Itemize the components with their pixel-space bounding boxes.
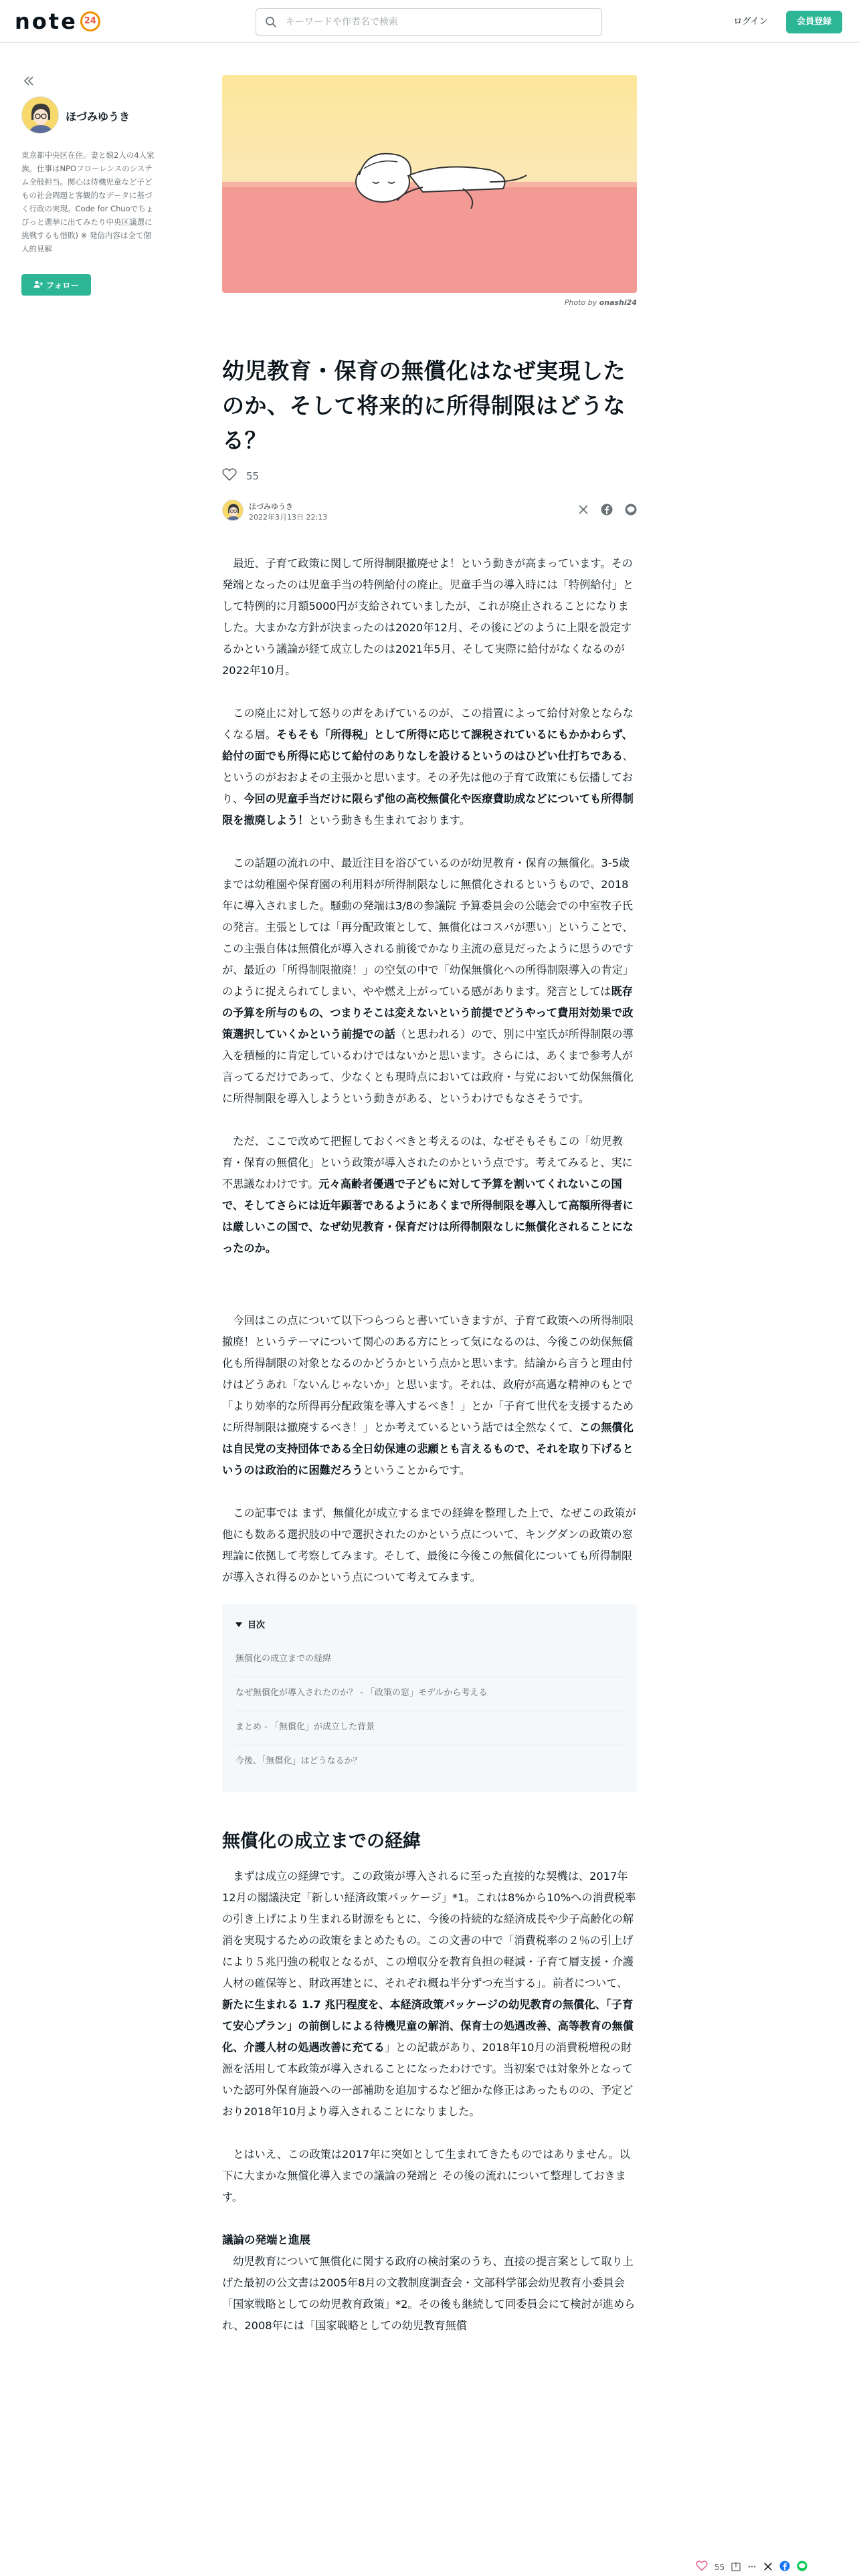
heart-icon[interactable] bbox=[696, 2561, 708, 2574]
paragraph: 最近、子育て政策に関して所得制限撤廃せよ！という動きが高まっています。その発端となったのは児童手当の特例給付の廃止。児童手当の導入時には「特例給付」として特例的に月額5000円が支給されていましたが、これが廃止されることになりました。大まかな方針が決まったのは2020年12月、その後にどのように上限を設定するかという議論が経て成立したのは2021年5月、そして実際に給付がなくなるのが2022年10月。 bbox=[222, 557, 634, 677]
paragraph bbox=[222, 1131, 637, 1259]
section-heading: 無償化の成立までの経緯 bbox=[222, 1831, 421, 1852]
text-run: ということからです。 bbox=[363, 1464, 470, 1477]
author-avatar-small[interactable] bbox=[222, 500, 244, 521]
facebook-icon[interactable] bbox=[601, 504, 613, 518]
text-run: この話題の流れの中、最近注目を浴びているのが幼児教育・保育の無償化。3-5歳までは幼稚園や保育園の利用料が所得制限なしに無償化されるというもので、2018年に導入されました。騒動の発端は3/8の参議院 予算委員会の公聴会での中室牧子氏の発言。主張としては「再分配政策として、無償化はコスパが悪い」ということで、この主張自体は無償化が導入される前後でかなり主流の意見だったように思うのですが、最近の「所得制限撤廃！」の空気の中で「幼保無償化への所得制限導入の肯定」のように捉えられてしまい、やや燃え上がっている感があります。発言としては bbox=[222, 857, 634, 998]
author-bio: 東京都中央区在住。妻と娘2人の4人家族。仕事はNPOフローレンスのシステム全般担当。関心は待機児童など子どもの社会問題と客観的なデータに基づく行政の実現。Code for Chuoでちょびっと選挙に出てみたり中央区議選に挑戦するも惜敗) ※ 発信内容は全て個人的見解 bbox=[21, 150, 155, 253]
table-of-contents bbox=[222, 1604, 637, 1792]
eyecatch-image bbox=[222, 75, 637, 293]
paragraph: 幼児教育について無償化に関する政府の検討案のうち、直接の提言案として取り上げた最初の公文書は2005年8月の文教制度調査会・文部科学部会幼児教育小委員会「国家戦略としての幼児教育政策」*2。その後も継続して同委員会にて検討が進められ、2008年には「国家戦略としての幼児教育無償 bbox=[222, 2255, 636, 2332]
anniversary-badge: 24 bbox=[80, 11, 100, 31]
article-body bbox=[222, 553, 637, 2337]
toc-item[interactable]: 今後、「無償化」はどうなるか？ bbox=[235, 1756, 362, 1766]
bold-run: 今回の児童手当だけに限らず他の高校無償化や医療費助成などについても所得制限を撤廃しよう！ bbox=[222, 792, 634, 827]
x-icon[interactable] bbox=[763, 2561, 773, 2574]
share-icons bbox=[578, 504, 637, 518]
article-meta bbox=[222, 498, 637, 525]
double-chevron-left-icon[interactable] bbox=[21, 74, 37, 90]
toc-item[interactable]: 無償化の成立までの経緯 bbox=[235, 1643, 624, 1677]
bold-run: 元々高齢者優遇で子どもに対して予算を割いてくれないこの国で、そしてさらには近年顕著であるようにあくまで所得制限を導入して高額所得者には厳しいこの国で、なぜ幼児教育・保育だけは所得制限なしに無償化されることになったのか。 bbox=[222, 1178, 634, 1255]
text-run: ただ、ここで改めて把握しておくべきと考えるのは、なぜそもそもこの「幼児教育・保育の無償化」という政策が導入されたのかという点です。考えてみると、実に不思議なわけです。 bbox=[222, 1135, 633, 1190]
paragraph bbox=[222, 1310, 637, 1481]
text-run: この廃止に対して怒りの声をあげているのが、この措置によって給付対象とならなくなる層。 bbox=[222, 707, 634, 741]
heart-icon[interactable] bbox=[222, 468, 237, 484]
paragraph: とはいえ、この政策は2017年に突如として生まれてきたものではありません。以下に大まかな無償化導入までの議論の発端と その後の流れについて整理しておきます。 bbox=[222, 2148, 630, 2204]
bold-run: そもそも「所得税」として所得に応じて課税されているにもかかわらず、給付の面でも所得に応じて給付のありなしを設けるというのはひどい仕打ちである bbox=[222, 728, 633, 762]
line-icon[interactable] bbox=[797, 2561, 807, 2574]
subsection-heading: 議論の発端と進展 bbox=[222, 2234, 310, 2246]
follow-button[interactable] bbox=[21, 274, 91, 296]
x-icon[interactable] bbox=[578, 504, 589, 518]
post-date: 2022年3月13日 22:13 bbox=[249, 513, 328, 522]
search-icon bbox=[256, 16, 286, 28]
paragraph bbox=[222, 703, 637, 831]
facebook-icon[interactable] bbox=[779, 2561, 790, 2574]
photo-credit bbox=[222, 298, 637, 307]
login-button[interactable]: ログイン bbox=[727, 9, 775, 35]
bold-run: 既存の予算を所与のもの、つまりそこは変えないという前提でどうやって費用対効果で政策選択していくかという前提での話 bbox=[222, 985, 634, 1041]
text-run: という動きも生まれております。 bbox=[308, 814, 471, 827]
paragraph bbox=[222, 1866, 637, 2123]
author-avatar[interactable] bbox=[21, 96, 59, 134]
text-run: 」との記載があり、2018年10月の消費税増税の財源を活用して本政策が導入されることになったわけです。当初案では対象外となっていた認可外保育施設への一部補助を追加するなど細かな修正はあったものの、予定どおり2018年10月より導入されることになりました。 bbox=[222, 2041, 634, 2118]
floating-action-bar bbox=[696, 2559, 859, 2576]
note-logo[interactable] bbox=[15, 8, 100, 35]
photo-credit-prefix: Photo by bbox=[564, 298, 597, 307]
author-name[interactable]: ほづみゆうき bbox=[66, 110, 130, 123]
text-run: （と思われる）ので、別に中室氏が所得制限の導入を積極的に肯定しているわけではないかと思います。さらには、あくまで参考人が言ってるだけであって、少なくとも現時点においては政府・与党において幼保無償化に所得制限を導入しようという動きがある、というわけでもなさそうです。 bbox=[222, 1028, 634, 1105]
search-input[interactable] bbox=[286, 9, 601, 35]
bold-run: この無償化は自民党の支持団体である全日幼保連の悲願とも言えるもので、それを取り下げるというのは政治的に困難だろう bbox=[222, 1421, 634, 1477]
search-box[interactable] bbox=[256, 8, 602, 36]
text-run: 今回はこの点について以下つらつらと書いていきますが、子育て政策への所得制限撤廃！というテーマについて関心のある方にとって気になるのは、今後この幼保無償化も所得制限の対象となるのかどうかという点かと思います。結論から言うと理由付けはどうあれ「ないんじゃないか」と思います。それは、政府が高邁な精神のもとで「より効率的な所得再分配政策を導入するべき！」とか「子育て世代を支援するために所得制限は撤廃するべき！」とか考えているという話では全然なくて、 bbox=[222, 1314, 634, 1434]
text-run: 、というのがおおよその主張かと思います。その矛先は他の子育て政策にも伝播しており、 bbox=[222, 750, 634, 805]
paragraph: この記事では まず、無償化が成立するまでの経緯を整理した上で、なぜこの政策が他にも数ある選択肢の中で選択されたのかという点について、キングダンの政策の窓理論に依拠して考察してみます。そして、最後に今後この無償化についても所得制限が導入され得るのかという点について考えてみます。 bbox=[222, 1507, 636, 1584]
photo-credit-name[interactable]: onashi24 bbox=[599, 298, 637, 307]
article-title: 幼児教育・保育の無償化はなぜ実現したのか、そして将来的に所得制限はどうなる？ bbox=[222, 358, 626, 453]
author-name-small[interactable]: ほづみゆうき bbox=[249, 502, 293, 511]
toc-header[interactable] bbox=[235, 1615, 624, 1636]
toc-label: 目次 bbox=[248, 1620, 266, 1630]
follow-label: フォロー bbox=[45, 280, 80, 290]
toc-item[interactable]: なぜ無償化が導入されたのか？ - 「政策の窓」モデルから考える bbox=[235, 1677, 624, 1711]
toc-item[interactable]: まとめ - 「無償化」が成立した背景 bbox=[235, 1711, 624, 1745]
add-person-icon bbox=[33, 280, 43, 290]
line-icon[interactable] bbox=[625, 504, 637, 518]
share-icon[interactable] bbox=[731, 2561, 741, 2574]
chevron-down-icon bbox=[235, 1615, 242, 1636]
article bbox=[222, 75, 637, 2337]
like-count[interactable]: 55 bbox=[714, 2563, 725, 2572]
logo-text: note bbox=[15, 9, 78, 34]
like-row bbox=[222, 467, 637, 485]
paragraph bbox=[222, 853, 637, 1109]
text-run: まずは成立の経緯です。この政策が導入されるに至った直接的な契機は、2017年12月の閣議決定「新しい経済政策パッケージ」*1。これは8%から10%への消費税率の引き上げにより生まれる財源をもとに、今後の持続的な経済成長や少子高齢化の解消を実現するための政策をまとめたもの。この文書の中で「消費税率の２％の引上げにより５兆円強の税収となるが、この増収分を教育負担の軽減・子育て層支援・介護人材の確保等と、財政再建とに、それぞれ概ね半分ずつ充当する」。前者について、 bbox=[222, 1870, 636, 1990]
signup-button[interactable]: 会員登録 bbox=[786, 11, 842, 33]
more-icon[interactable] bbox=[747, 2561, 757, 2574]
bold-run: 新たに生まれる 1.7 兆円程度を、本経済政策パッケージの幼児教育の無償化、「子育て安心プラン」の前倒しによる待機児童の解消、保育士の処遇改善、高等教育の無償化、介護人材の処遇改善に充てる bbox=[222, 1998, 634, 2054]
like-count[interactable]: 55 bbox=[246, 470, 260, 482]
site-header bbox=[0, 0, 859, 43]
